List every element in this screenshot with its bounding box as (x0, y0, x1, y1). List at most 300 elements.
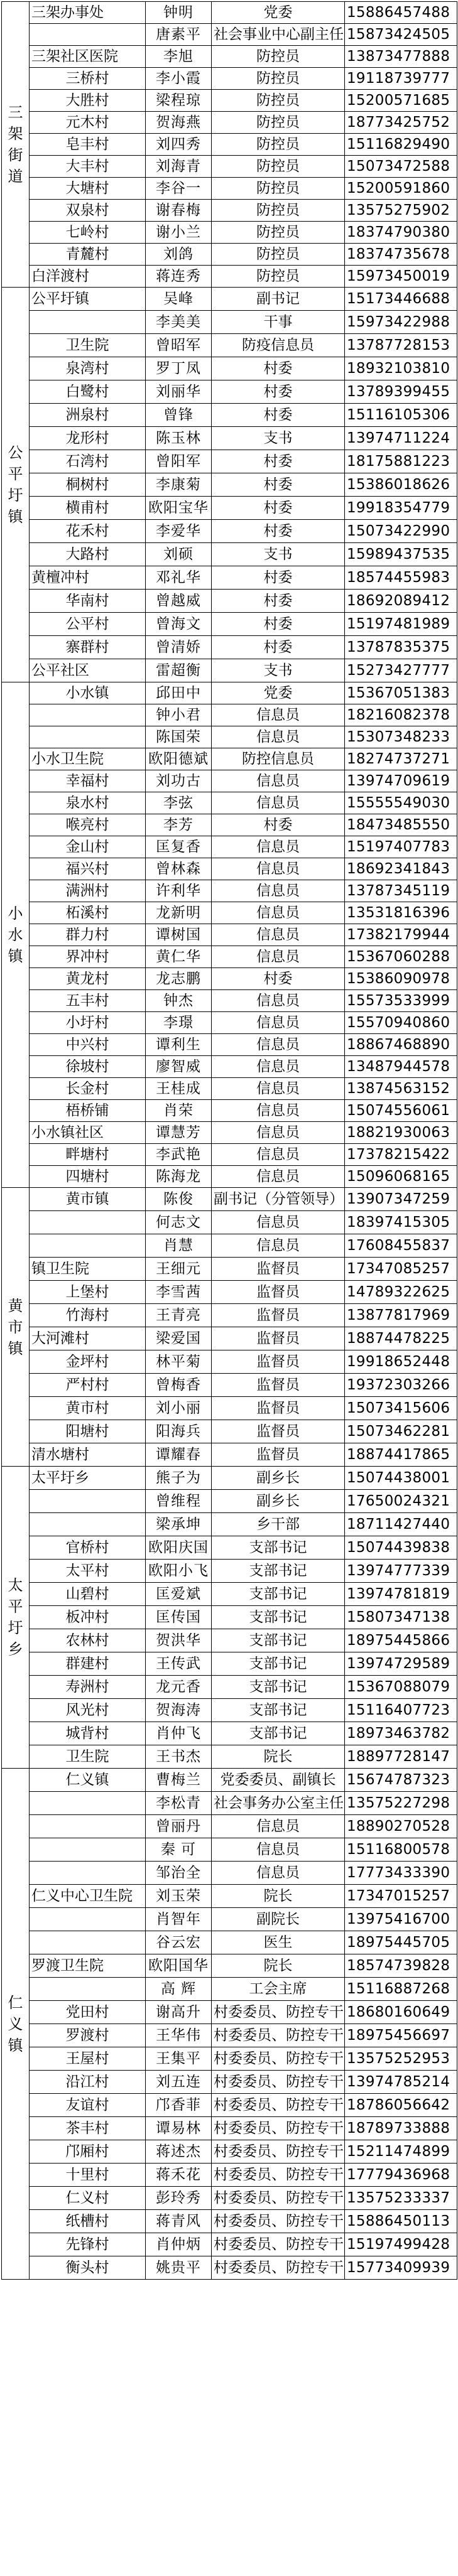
name-cell: 欧阳庆国 (146, 1536, 212, 1560)
name-cell: 刘丽华 (146, 380, 212, 404)
name-cell: 李谷一 (146, 178, 212, 200)
post-cell: 村委 (212, 357, 345, 380)
name-cell: 陈海龙 (146, 1166, 212, 1188)
unit-cell: 王屋村 (30, 2047, 146, 2071)
contact-row (2, 1443, 457, 1467)
unit-cell (30, 1908, 146, 1931)
phone-cell: 15873424505 (345, 24, 457, 46)
name-cell: 陈俊 (146, 1188, 212, 1211)
post-cell: 监督员 (212, 1420, 345, 1443)
phone-cell: 15116105306 (345, 404, 457, 427)
post-cell: 支部书记 (212, 1699, 345, 1722)
phone-cell: 15116887268 (345, 1978, 457, 2001)
name-cell: 贺海涛 (146, 1699, 212, 1722)
unit-cell: 公平圩镇 (30, 288, 146, 311)
post-cell: 支部书记 (212, 1652, 345, 1676)
post-cell: 防控员 (212, 90, 345, 112)
phone-cell: 18773425752 (345, 112, 457, 134)
contact-row (2, 2164, 457, 2187)
contact-row (2, 590, 457, 613)
phone-cell: 17773433390 (345, 1862, 457, 1885)
unit-cell: 小水卫生院 (30, 748, 146, 770)
contact-row (2, 1420, 457, 1443)
contact-row (2, 968, 457, 990)
phone-cell: 18274737271 (345, 748, 457, 770)
post-cell: 防控员 (212, 134, 345, 156)
contact-row (2, 200, 457, 222)
contact-row (2, 613, 457, 636)
post-cell: 村委 (212, 590, 345, 613)
name-cell: 陈国荣 (146, 726, 212, 748)
unit-cell: 衡头村 (30, 2256, 146, 2280)
unit-cell: 镇卫生院 (30, 1258, 146, 1281)
town-name: 仁义镇 (8, 1993, 23, 2054)
name-cell: 钟明 (146, 2, 212, 24)
contact-row (2, 858, 457, 880)
contact-row (2, 1978, 457, 2001)
phone-cell: 13487944578 (345, 1056, 457, 1078)
name-cell: 何志文 (146, 1211, 212, 1234)
name-cell: 王华伟 (146, 2024, 212, 2047)
contact-row (2, 1769, 457, 1792)
name-cell: 谢春梅 (146, 200, 212, 222)
post-cell: 社会事务办公室主任 (212, 1792, 345, 1815)
unit-cell: 上堡村 (30, 1281, 146, 1304)
name-cell: 李小霞 (146, 68, 212, 90)
unit-cell: 城背村 (30, 1722, 146, 1745)
phone-cell: 18397415305 (345, 1211, 457, 1234)
post-cell: 党委 (212, 682, 345, 704)
name-cell: 曾锋 (146, 404, 212, 427)
town-cell (2, 1188, 30, 1467)
name-cell: 梁爱国 (146, 1327, 212, 1350)
unit-cell: 大胜村 (30, 90, 146, 112)
name-cell: 邝香菲 (146, 2094, 212, 2117)
unit-cell: 仁义镇 (30, 1769, 146, 1792)
name-cell: 谢高升 (146, 2001, 212, 2024)
phone-cell: 18175881223 (345, 450, 457, 473)
post-cell: 信息员 (212, 1078, 345, 1100)
phone-cell: 17347085257 (345, 1258, 457, 1281)
phone-cell: 15674787323 (345, 1769, 457, 1792)
contact-row (2, 1100, 457, 1122)
phone-cell: 13787728153 (345, 334, 457, 357)
unit-cell: 小水镇 (30, 682, 146, 704)
phone-cell: 13787835375 (345, 636, 457, 659)
contact-row (2, 1652, 457, 1676)
post-cell: 副乡长 (212, 1467, 345, 1490)
post-cell: 医生 (212, 1931, 345, 1954)
unit-cell (30, 704, 146, 726)
contact-row (2, 334, 457, 357)
post-cell: 防控员 (212, 46, 345, 68)
contact-row (2, 1954, 457, 1978)
name-cell: 许利华 (146, 880, 212, 902)
unit-cell: 群建村 (30, 1652, 146, 1676)
post-cell: 信息员 (212, 1122, 345, 1144)
unit-cell: 幸福村 (30, 770, 146, 792)
phone-cell: 15807347138 (345, 1606, 457, 1629)
contact-row (2, 497, 457, 520)
post-cell: 监督员 (212, 1327, 345, 1350)
name-cell: 匡传国 (146, 1606, 212, 1629)
post-cell: 防控员 (212, 156, 345, 178)
post-cell: 防控员 (212, 266, 345, 288)
post-cell: 监督员 (212, 1304, 345, 1327)
post-cell: 防控员 (212, 222, 345, 244)
post-cell: 信息员 (212, 1838, 345, 1862)
contact-row (2, 1745, 457, 1769)
unit-cell (30, 1490, 146, 1513)
post-cell: 防控员 (212, 178, 345, 200)
phone-cell: 19918652448 (345, 1350, 457, 1374)
unit-cell: 白洋渡村 (30, 266, 146, 288)
phone-cell: 15096068165 (345, 1166, 457, 1188)
post-cell: 乡干部 (212, 1513, 345, 1536)
phone-cell: 15173446688 (345, 288, 457, 311)
name-cell: 肖荣 (146, 1100, 212, 1122)
name-cell: 姚贵平 (146, 2256, 212, 2280)
unit-cell: 七岭村 (30, 222, 146, 244)
name-cell: 李弦 (146, 792, 212, 814)
post-cell: 院长 (212, 1885, 345, 1908)
name-cell: 李爱华 (146, 520, 212, 543)
phone-cell: 13789399455 (345, 380, 457, 404)
unit-cell: 洲泉村 (30, 404, 146, 427)
post-cell: 村委 (212, 497, 345, 520)
post-cell: 信息员 (212, 990, 345, 1012)
contact-row (2, 1536, 457, 1560)
post-cell: 村委委员、防控专干 (212, 2071, 345, 2094)
post-cell: 村委委员、防控专干 (212, 2117, 345, 2140)
name-cell: 刘玉荣 (146, 1885, 212, 1908)
phone-cell: 13974729589 (345, 1652, 457, 1676)
phone-cell: 15116407723 (345, 1699, 457, 1722)
unit-cell: 畔塘村 (30, 1144, 146, 1166)
name-cell: 肖智年 (146, 1908, 212, 1931)
unit-cell: 仁义村 (30, 2187, 146, 2210)
phone-cell: 17650024321 (345, 1490, 457, 1513)
unit-cell: 四塘村 (30, 1166, 146, 1188)
contact-row (2, 1188, 457, 1211)
unit-cell: 黄檀冲村 (30, 566, 146, 590)
name-cell: 秦 可 (146, 1838, 212, 1862)
contact-row (2, 2, 457, 24)
name-cell: 廖智威 (146, 1056, 212, 1078)
contact-table (1, 1, 457, 2280)
unit-cell: 满洲村 (30, 880, 146, 902)
phone-cell: 15386018626 (345, 473, 457, 497)
contact-row (2, 726, 457, 748)
name-cell: 蒋青风 (146, 2210, 212, 2233)
contact-row (2, 1258, 457, 1281)
contact-row (2, 222, 457, 244)
name-cell: 李武艳 (146, 1144, 212, 1166)
unit-cell: 徐坡村 (30, 1056, 146, 1078)
name-cell: 龙志鹏 (146, 968, 212, 990)
phone-cell: 15211474899 (345, 2140, 457, 2164)
unit-cell: 大河滩村 (30, 1327, 146, 1350)
name-cell: 蒋禾花 (146, 2164, 212, 2187)
contact-row (2, 520, 457, 543)
phone-cell: 15573533999 (345, 990, 457, 1012)
phone-cell: 18574739828 (345, 1954, 457, 1978)
town-cell (2, 288, 30, 682)
phone-cell: 15074439838 (345, 1536, 457, 1560)
phone-cell: 15367060288 (345, 946, 457, 968)
contact-row (2, 1327, 457, 1350)
unit-cell (30, 1513, 146, 1536)
post-cell: 信息员 (212, 792, 345, 814)
contact-row (2, 2187, 457, 2210)
post-cell: 党委 (212, 2, 345, 24)
name-cell: 李芳 (146, 814, 212, 836)
name-cell: 熊子为 (146, 1467, 212, 1490)
contact-row (2, 1467, 457, 1490)
unit-cell: 友谊村 (30, 2094, 146, 2117)
post-cell: 信息员 (212, 1234, 345, 1258)
unit-cell: 严村村 (30, 1374, 146, 1397)
name-cell: 曾丽丹 (146, 1815, 212, 1838)
contact-row (2, 1281, 457, 1304)
unit-cell: 黄市镇 (30, 1188, 146, 1211)
phone-cell: 15973422988 (345, 311, 457, 334)
phone-cell: 17347015257 (345, 1885, 457, 1908)
name-cell: 阳海兵 (146, 1420, 212, 1443)
post-cell: 监督员 (212, 1350, 345, 1374)
unit-cell: 寨群村 (30, 636, 146, 659)
unit-cell (30, 1234, 146, 1258)
name-cell: 唐素平 (146, 24, 212, 46)
post-cell: 防控员 (212, 68, 345, 90)
phone-cell: 15197407783 (345, 836, 457, 858)
unit-cell: 五丰村 (30, 990, 146, 1012)
contact-row (2, 2047, 457, 2071)
name-cell: 王青亮 (146, 1304, 212, 1327)
contact-row (2, 178, 457, 200)
post-cell: 支部书记 (212, 1560, 345, 1583)
post-cell: 村委委员、防控专干 (212, 2187, 345, 2210)
post-cell: 信息员 (212, 1144, 345, 1166)
post-cell: 村委 (212, 566, 345, 590)
unit-cell: 三桥村 (30, 68, 146, 90)
contact-row (2, 68, 457, 90)
phone-cell: 15307348233 (345, 726, 457, 748)
unit-cell (30, 1978, 146, 2001)
post-cell: 村委 (212, 613, 345, 636)
contact-row (2, 1815, 457, 1838)
contact-row (2, 46, 457, 68)
post-cell: 信息员 (212, 704, 345, 726)
contact-row (2, 1722, 457, 1745)
name-cell: 刘四秀 (146, 134, 212, 156)
post-cell: 村委 (212, 450, 345, 473)
name-cell: 李旭 (146, 46, 212, 68)
name-cell: 邱田中 (146, 682, 212, 704)
unit-cell (30, 1815, 146, 1838)
phone-cell: 13877817969 (345, 1304, 457, 1327)
name-cell: 匡复香 (146, 836, 212, 858)
name-cell: 欧阳宝华 (146, 497, 212, 520)
post-cell: 防控员 (212, 200, 345, 222)
phone-cell: 13531816396 (345, 902, 457, 924)
phone-cell: 13873477888 (345, 46, 457, 68)
phone-cell: 18711427440 (345, 1513, 457, 1536)
post-cell: 信息员 (212, 836, 345, 858)
name-cell: 刘小丽 (146, 1397, 212, 1420)
phone-cell: 13575227298 (345, 1792, 457, 1815)
contact-row (2, 357, 457, 380)
post-cell: 副书记 (212, 288, 345, 311)
unit-cell: 先锋村 (30, 2233, 146, 2256)
post-cell: 防控员 (212, 244, 345, 266)
unit-cell: 卫生院 (30, 1745, 146, 1769)
name-cell: 曾海文 (146, 613, 212, 636)
contact-row (2, 266, 457, 288)
post-cell: 监督员 (212, 1258, 345, 1281)
contact-row (2, 792, 457, 814)
post-cell: 信息员 (212, 770, 345, 792)
unit-cell: 黄龙村 (30, 968, 146, 990)
unit-cell: 双泉村 (30, 200, 146, 222)
post-cell: 支书 (212, 543, 345, 566)
post-cell: 村委 (212, 473, 345, 497)
contact-row (2, 288, 457, 311)
name-cell: 曾清娇 (146, 636, 212, 659)
contact-row (2, 1350, 457, 1374)
unit-cell (30, 726, 146, 748)
post-cell: 监督员 (212, 1443, 345, 1467)
post-cell: 村委 (212, 520, 345, 543)
name-cell: 梁程琼 (146, 90, 212, 112)
unit-cell: 党田村 (30, 2001, 146, 2024)
contact-row (2, 1374, 457, 1397)
unit-cell: 皂丰村 (30, 134, 146, 156)
unit-cell: 华南村 (30, 590, 146, 613)
phone-cell: 15073415606 (345, 1397, 457, 1420)
name-cell: 王细元 (146, 1258, 212, 1281)
post-cell: 支部书记 (212, 1583, 345, 1606)
post-cell: 信息员 (212, 880, 345, 902)
contact-row (2, 2071, 457, 2094)
post-cell: 信息员 (212, 924, 345, 946)
phone-cell: 15073472588 (345, 156, 457, 178)
post-cell: 村委委员、防控专干 (212, 2047, 345, 2071)
name-cell: 欧阳小飞 (146, 1560, 212, 1583)
contact-row (2, 836, 457, 858)
town-cell (2, 682, 30, 1188)
unit-cell: 三架社区医院 (30, 46, 146, 68)
name-cell: 谷云宏 (146, 1931, 212, 1954)
phone-cell: 18975456697 (345, 2024, 457, 2047)
contact-row (2, 1490, 457, 1513)
town-name: 太平圩乡 (8, 1576, 23, 1658)
phone-cell: 13975416700 (345, 1908, 457, 1931)
name-cell: 肖仲炳 (146, 2233, 212, 2256)
unit-cell (30, 1862, 146, 1885)
unit-cell: 阳塘村 (30, 1420, 146, 1443)
post-cell: 副乡长 (212, 1490, 345, 1513)
unit-cell: 界冲村 (30, 946, 146, 968)
unit-cell: 公平社区 (30, 659, 146, 682)
phone-cell: 18973463782 (345, 1722, 457, 1745)
unit-cell: 邝厢村 (30, 2140, 146, 2164)
phone-cell: 15273427777 (345, 659, 457, 682)
phone-cell: 15989437535 (345, 543, 457, 566)
post-cell: 信息员 (212, 1815, 345, 1838)
contact-row (2, 659, 457, 682)
unit-cell: 山碧村 (30, 1583, 146, 1606)
contact-row (2, 2094, 457, 2117)
post-cell: 院长 (212, 1745, 345, 1769)
contact-row (2, 1792, 457, 1815)
phone-cell: 15886457488 (345, 2, 457, 24)
contact-sheet (0, 1, 458, 2576)
post-cell: 支部书记 (212, 1536, 345, 1560)
unit-cell: 梧桥铺 (30, 1100, 146, 1122)
unit-cell: 公平村 (30, 613, 146, 636)
post-cell: 社会事业中心副主任 (212, 24, 345, 46)
post-cell: 副院长 (212, 1908, 345, 1931)
post-cell: 村委 (212, 380, 345, 404)
phone-cell: 18692089412 (345, 590, 457, 613)
name-cell: 谭树国 (146, 924, 212, 946)
phone-cell: 18789733888 (345, 2117, 457, 2140)
contact-row (2, 2233, 457, 2256)
post-cell: 信息员 (212, 902, 345, 924)
post-cell: 村委委员、防控专干 (212, 2001, 345, 2024)
phone-cell: 15116800578 (345, 1838, 457, 1862)
post-cell: 信息员 (212, 1862, 345, 1885)
unit-cell (30, 311, 146, 334)
name-cell: 李雪茜 (146, 1281, 212, 1304)
phone-cell: 15367088079 (345, 1676, 457, 1699)
phone-cell: 18867468890 (345, 1034, 457, 1056)
name-cell: 王传武 (146, 1652, 212, 1676)
phone-cell: 18786056642 (345, 2094, 457, 2117)
post-cell: 监督员 (212, 1374, 345, 1397)
name-cell: 雷超衡 (146, 659, 212, 682)
phone-cell: 18216082378 (345, 704, 457, 726)
name-cell: 李松青 (146, 1792, 212, 1815)
phone-cell: 15200571685 (345, 90, 457, 112)
unit-cell: 泉水村 (30, 792, 146, 814)
name-cell: 刘五连 (146, 2071, 212, 2094)
unit-cell: 青麓村 (30, 244, 146, 266)
unit-cell: 寿洲村 (30, 1676, 146, 1699)
name-cell: 蒋连秀 (146, 266, 212, 288)
contact-row (2, 1699, 457, 1722)
unit-cell: 纸槽村 (30, 2210, 146, 2233)
post-cell: 信息员 (212, 858, 345, 880)
name-cell: 刘功古 (146, 770, 212, 792)
post-cell: 监督员 (212, 1397, 345, 1420)
unit-cell: 横甫村 (30, 497, 146, 520)
name-cell: 李康菊 (146, 473, 212, 497)
name-cell: 王集平 (146, 2047, 212, 2071)
contact-row (2, 156, 457, 178)
phone-cell: 17378215422 (345, 1144, 457, 1166)
contact-row (2, 1397, 457, 1420)
phone-cell: 15773409939 (345, 2256, 457, 2280)
post-cell: 防疫信息员 (212, 334, 345, 357)
phone-cell: 13575233337 (345, 2187, 457, 2210)
phone-cell: 19372303266 (345, 1374, 457, 1397)
phone-cell: 18374735678 (345, 244, 457, 266)
phone-cell: 15886450113 (345, 2210, 457, 2233)
phone-cell: 14789322625 (345, 1281, 457, 1304)
contact-row (2, 1931, 457, 1954)
